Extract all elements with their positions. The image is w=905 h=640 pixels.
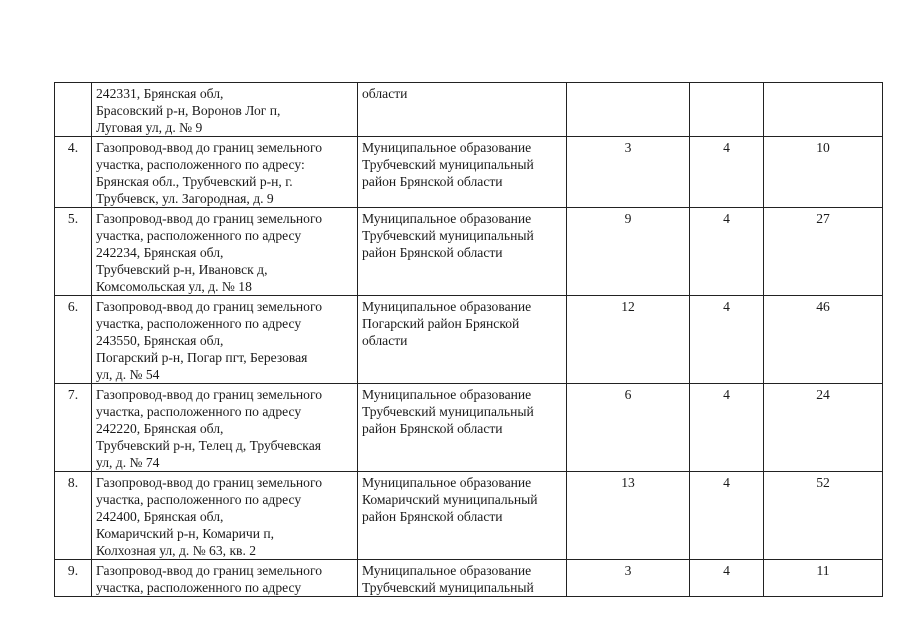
object-line: 242400, Брянская обл, <box>96 509 224 524</box>
value-col4: 9 <box>567 208 690 296</box>
table-row <box>55 83 883 137</box>
object-line: Брянская обл., Трубчевский р-н, г. <box>96 174 293 189</box>
object-line: Трубчевск, ул. Загородная, д. 9 <box>96 191 274 206</box>
object-description <box>92 384 358 472</box>
value-col6: 11 <box>764 560 883 597</box>
owner-description <box>358 208 567 296</box>
row-number: 6. <box>55 296 92 384</box>
table-row <box>55 560 883 597</box>
object-line: участка, расположенного по адресу <box>96 492 302 507</box>
object-line: 242234, Брянская обл, <box>96 245 224 260</box>
owner-line: Комаричский муниципальный <box>362 492 538 507</box>
value-col6: 52 <box>764 472 883 560</box>
table-row <box>55 296 883 384</box>
owner-line: Муниципальное образование <box>362 387 532 402</box>
owner-line: области <box>362 333 408 348</box>
object-line: Луговая ул, д. № 9 <box>96 120 203 135</box>
value-col5 <box>690 83 764 137</box>
owner-line: Муниципальное образование <box>362 140 532 155</box>
owner-line: район Брянской области <box>362 245 503 260</box>
value-col6: 24 <box>764 384 883 472</box>
owner-line: области <box>362 86 408 101</box>
object-line: участка, расположенного по адресу <box>96 228 302 243</box>
value-col4: 6 <box>567 384 690 472</box>
row-number <box>55 83 92 137</box>
value-col4: 13 <box>567 472 690 560</box>
owner-line: Трубчевский муниципальный <box>362 228 534 243</box>
owner-line: Погарский район Брянской <box>362 316 520 331</box>
owner-line: Муниципальное образование <box>362 299 532 314</box>
row-number: 8. <box>55 472 92 560</box>
value-col6 <box>764 83 883 137</box>
object-line: Газопровод-ввод до границ земельного <box>96 387 323 402</box>
object-line: Комаричский р-н, Комаричи п, <box>96 526 275 541</box>
gas-pipeline-table <box>54 82 883 597</box>
owner-line: Муниципальное образование <box>362 563 532 578</box>
value-col4: 12 <box>567 296 690 384</box>
owner-description <box>358 560 567 597</box>
value-col5: 4 <box>690 560 764 597</box>
owner-description <box>358 384 567 472</box>
value-col6: 27 <box>764 208 883 296</box>
value-col4: 3 <box>567 560 690 597</box>
owner-line: район Брянской области <box>362 174 503 189</box>
owner-line: Трубчевский муниципальный <box>362 404 534 419</box>
value-col4 <box>567 83 690 137</box>
object-line: Колхозная ул, д. № 63, кв. 2 <box>96 543 257 558</box>
object-line: 242331, Брянская обл, <box>96 86 224 101</box>
object-line: Брасовский р-н, Воронов Лог п, <box>96 103 281 118</box>
object-line: Комсомольская ул, д. № 18 <box>96 279 252 294</box>
owner-line: район Брянской области <box>362 421 503 436</box>
object-line: ул, д. № 54 <box>96 367 160 382</box>
value-col5: 4 <box>690 208 764 296</box>
object-line: Газопровод-ввод до границ земельного <box>96 475 323 490</box>
object-description <box>92 472 358 560</box>
value-col5: 4 <box>690 472 764 560</box>
owner-description <box>358 472 567 560</box>
row-number: 7. <box>55 384 92 472</box>
row-number: 4. <box>55 137 92 208</box>
row-number: 9. <box>55 560 92 597</box>
value-col6: 10 <box>764 137 883 208</box>
table-row <box>55 208 883 296</box>
table-row <box>55 137 883 208</box>
object-line: 243550, Брянская обл, <box>96 333 224 348</box>
object-line: Газопровод-ввод до границ земельного <box>96 140 323 155</box>
object-description <box>92 296 358 384</box>
owner-description <box>358 296 567 384</box>
object-line: участка, расположенного по адресу <box>96 580 302 595</box>
object-line: Газопровод-ввод до границ земельного <box>96 563 323 578</box>
object-description <box>92 137 358 208</box>
object-description <box>92 83 358 137</box>
object-line: Трубчевский р-н, Телец д, Трубчевская <box>96 438 321 453</box>
value-col5: 4 <box>690 384 764 472</box>
owner-description <box>358 83 567 137</box>
object-description <box>92 208 358 296</box>
value-col5: 4 <box>690 296 764 384</box>
object-line: Погарский р-н, Погар пгт, Березовая <box>96 350 308 365</box>
owner-line: район Брянской области <box>362 509 503 524</box>
owner-line: Трубчевский муниципальный <box>362 580 534 595</box>
owner-description <box>358 137 567 208</box>
row-number: 5. <box>55 208 92 296</box>
table-row <box>55 472 883 560</box>
object-line: участка, расположенного по адресу <box>96 404 302 419</box>
table-row <box>55 384 883 472</box>
object-line: Газопровод-ввод до границ земельного <box>96 299 323 314</box>
object-line: 242220, Брянская обл, <box>96 421 224 436</box>
value-col6: 46 <box>764 296 883 384</box>
object-line: Трубчевский р-н, Ивановск д, <box>96 262 268 277</box>
object-line: Газопровод-ввод до границ земельного <box>96 211 323 226</box>
value-col4: 3 <box>567 137 690 208</box>
owner-line: Муниципальное образование <box>362 475 532 490</box>
object-line: ул, д. № 74 <box>96 455 160 470</box>
object-description <box>92 560 358 597</box>
object-line: участка, расположенного по адресу: <box>96 157 305 172</box>
owner-line: Муниципальное образование <box>362 211 532 226</box>
object-line: участка, расположенного по адресу <box>96 316 302 331</box>
owner-line: Трубчевский муниципальный <box>362 157 534 172</box>
value-col5: 4 <box>690 137 764 208</box>
table-body <box>55 83 883 597</box>
